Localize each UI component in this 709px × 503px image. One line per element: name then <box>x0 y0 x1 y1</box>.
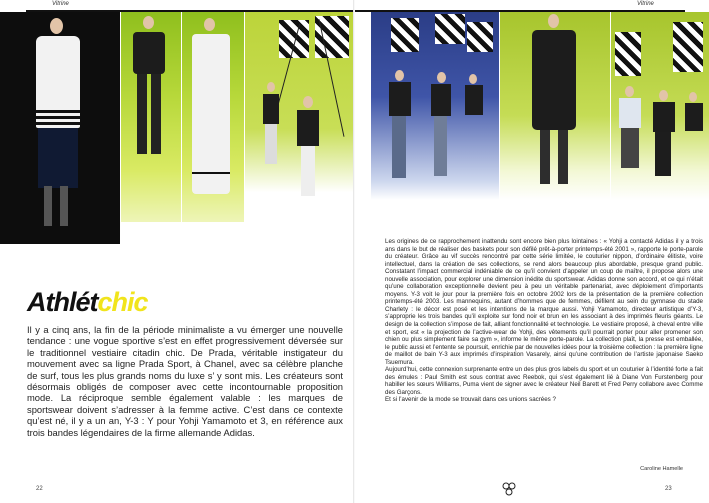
article-paragraph: Les origines de ce rapprochement inattendu sont encore bien plus lointaines : « Yohji a contacté Adidas il y a trois ans dans le but de réaliser des baskets pour son défilé prêt-à-porter printemps-été 2001 », rapporte le porte-parole du créateur. Grâce au vif succès rencontré par cette série limitée, le couturier nippon, d’ordinaire élitiste, voire intellectuel, dans la création de ses collections, se rend alors beaucoup plus abordable, presque grand public. Constatant l’impact commercial indéniable de ce qu’il convient d’appeler un coup de maître, il propose alors une nouvelle association, pour explorer une dimension inédite du sportswear. Adidas donne son accord, et ce qui n’était qu’une collaboration exceptionnelle devient peu à peu un véritable partenariat, avec déploiement d’importants moyens. Y-3 voit le jour pour la première fois en octobre 2002 lors de la présentation de la première collection printemps-été 2003. Les mannequins, autant d’hommes que de femmes, défilent au sein du gymnase du stade Charlety : le décor est posé et les intentions de la marque aussi. Yohji Yamamoto, directeur artistique d’Y-3, s’approprie les trois bandes qu’il exploite sur fond noir et brun en les associant à des imprimés fleuris géants. Le design de la collection s’impose de fait, alliant fonctionnalité et technologie. Le vestiaire proposé, à cheval entre ville et sport, est « la projection de l’active-wear de Yohji, des vêtements qu’il pourrait porter pour aller promener son chien ou plus simplement faire sa gym », informe le même porte-parole. La collection plaît, la presse est emballée, le public aussi et l’entente se poursuit, enrichie par de nouvelles idées pour la troisième collection : la première ligne de maillot de bain Y-3 aux imprimés d’inspiration Vasarely, ainsi qu’une contribution de l’artiste japonaise Saeko Tsuemura. <box>385 238 703 366</box>
lead-paragraph: Il y a cinq ans, la fin de la période minimaliste a vu émerger une nouvelle tendance : une vogue sportive s’est en effet progressivement déversée sur le traditionnel vestiaire citadin chic. De Prada, véritable instigateur du mouvement avec sa ligne Prada Sport, à Chanel, avec sa célèbre planche de surf, tous les plus grands noms du luxe s’ y sont mis. Les créateurs sont désormais obligés de composer avec cette incontournable proposition mode. La réciproque semble également valable : les marques de sportswear doivent s’adresser à la femme active. C’est dans ce contexte qu’est né, il y a un an, Y-3 : Y pour Yohji Yamamoto et 3, en référence aux trois bandes légendaires de la firme allemande Adidas. <box>27 324 343 438</box>
runway-photo-dark-top <box>121 12 181 222</box>
page-right <box>355 0 709 503</box>
title-part-chic: chic <box>97 287 148 317</box>
article-body <box>385 238 703 404</box>
page-left <box>0 0 354 503</box>
article-paragraph: Aujourd’hui, cette connexion surprenante entre un des plus gros labels du sport et un couturier à l’identité forte a fait des émules : Paul Smith est sous contrat avec Reebok, qui s’est également lié à Diane Von Furstenberg pour habiller les sœurs Williams, Puma vient de signer avec le créateur Neil Barett et Fred Perry collabore avec Comme des Garçons. <box>385 366 703 396</box>
article-paragraph: Et si l’avenir de la mode se trouvait dans ces unions sacrées ? <box>385 396 556 404</box>
runway-photo-white-tunic <box>0 12 120 244</box>
runway-photo-white-dress <box>182 12 244 222</box>
page-number-right: 23 <box>665 486 672 492</box>
runway-photo-flags <box>245 12 353 224</box>
section-label-right: Vitrine <box>637 1 654 7</box>
title-part-athletic: Athlét <box>27 287 98 317</box>
runway-photo-men <box>611 12 709 200</box>
article-title <box>27 287 148 317</box>
page-number-left: 22 <box>36 486 43 492</box>
runway-photo-group <box>371 12 499 200</box>
magazine-logo-icon <box>501 482 517 496</box>
runway-photo-black-tunic <box>500 12 610 200</box>
author-byline: Caroline Hamelle <box>640 466 683 472</box>
section-label-left: Vitrine <box>52 1 69 7</box>
